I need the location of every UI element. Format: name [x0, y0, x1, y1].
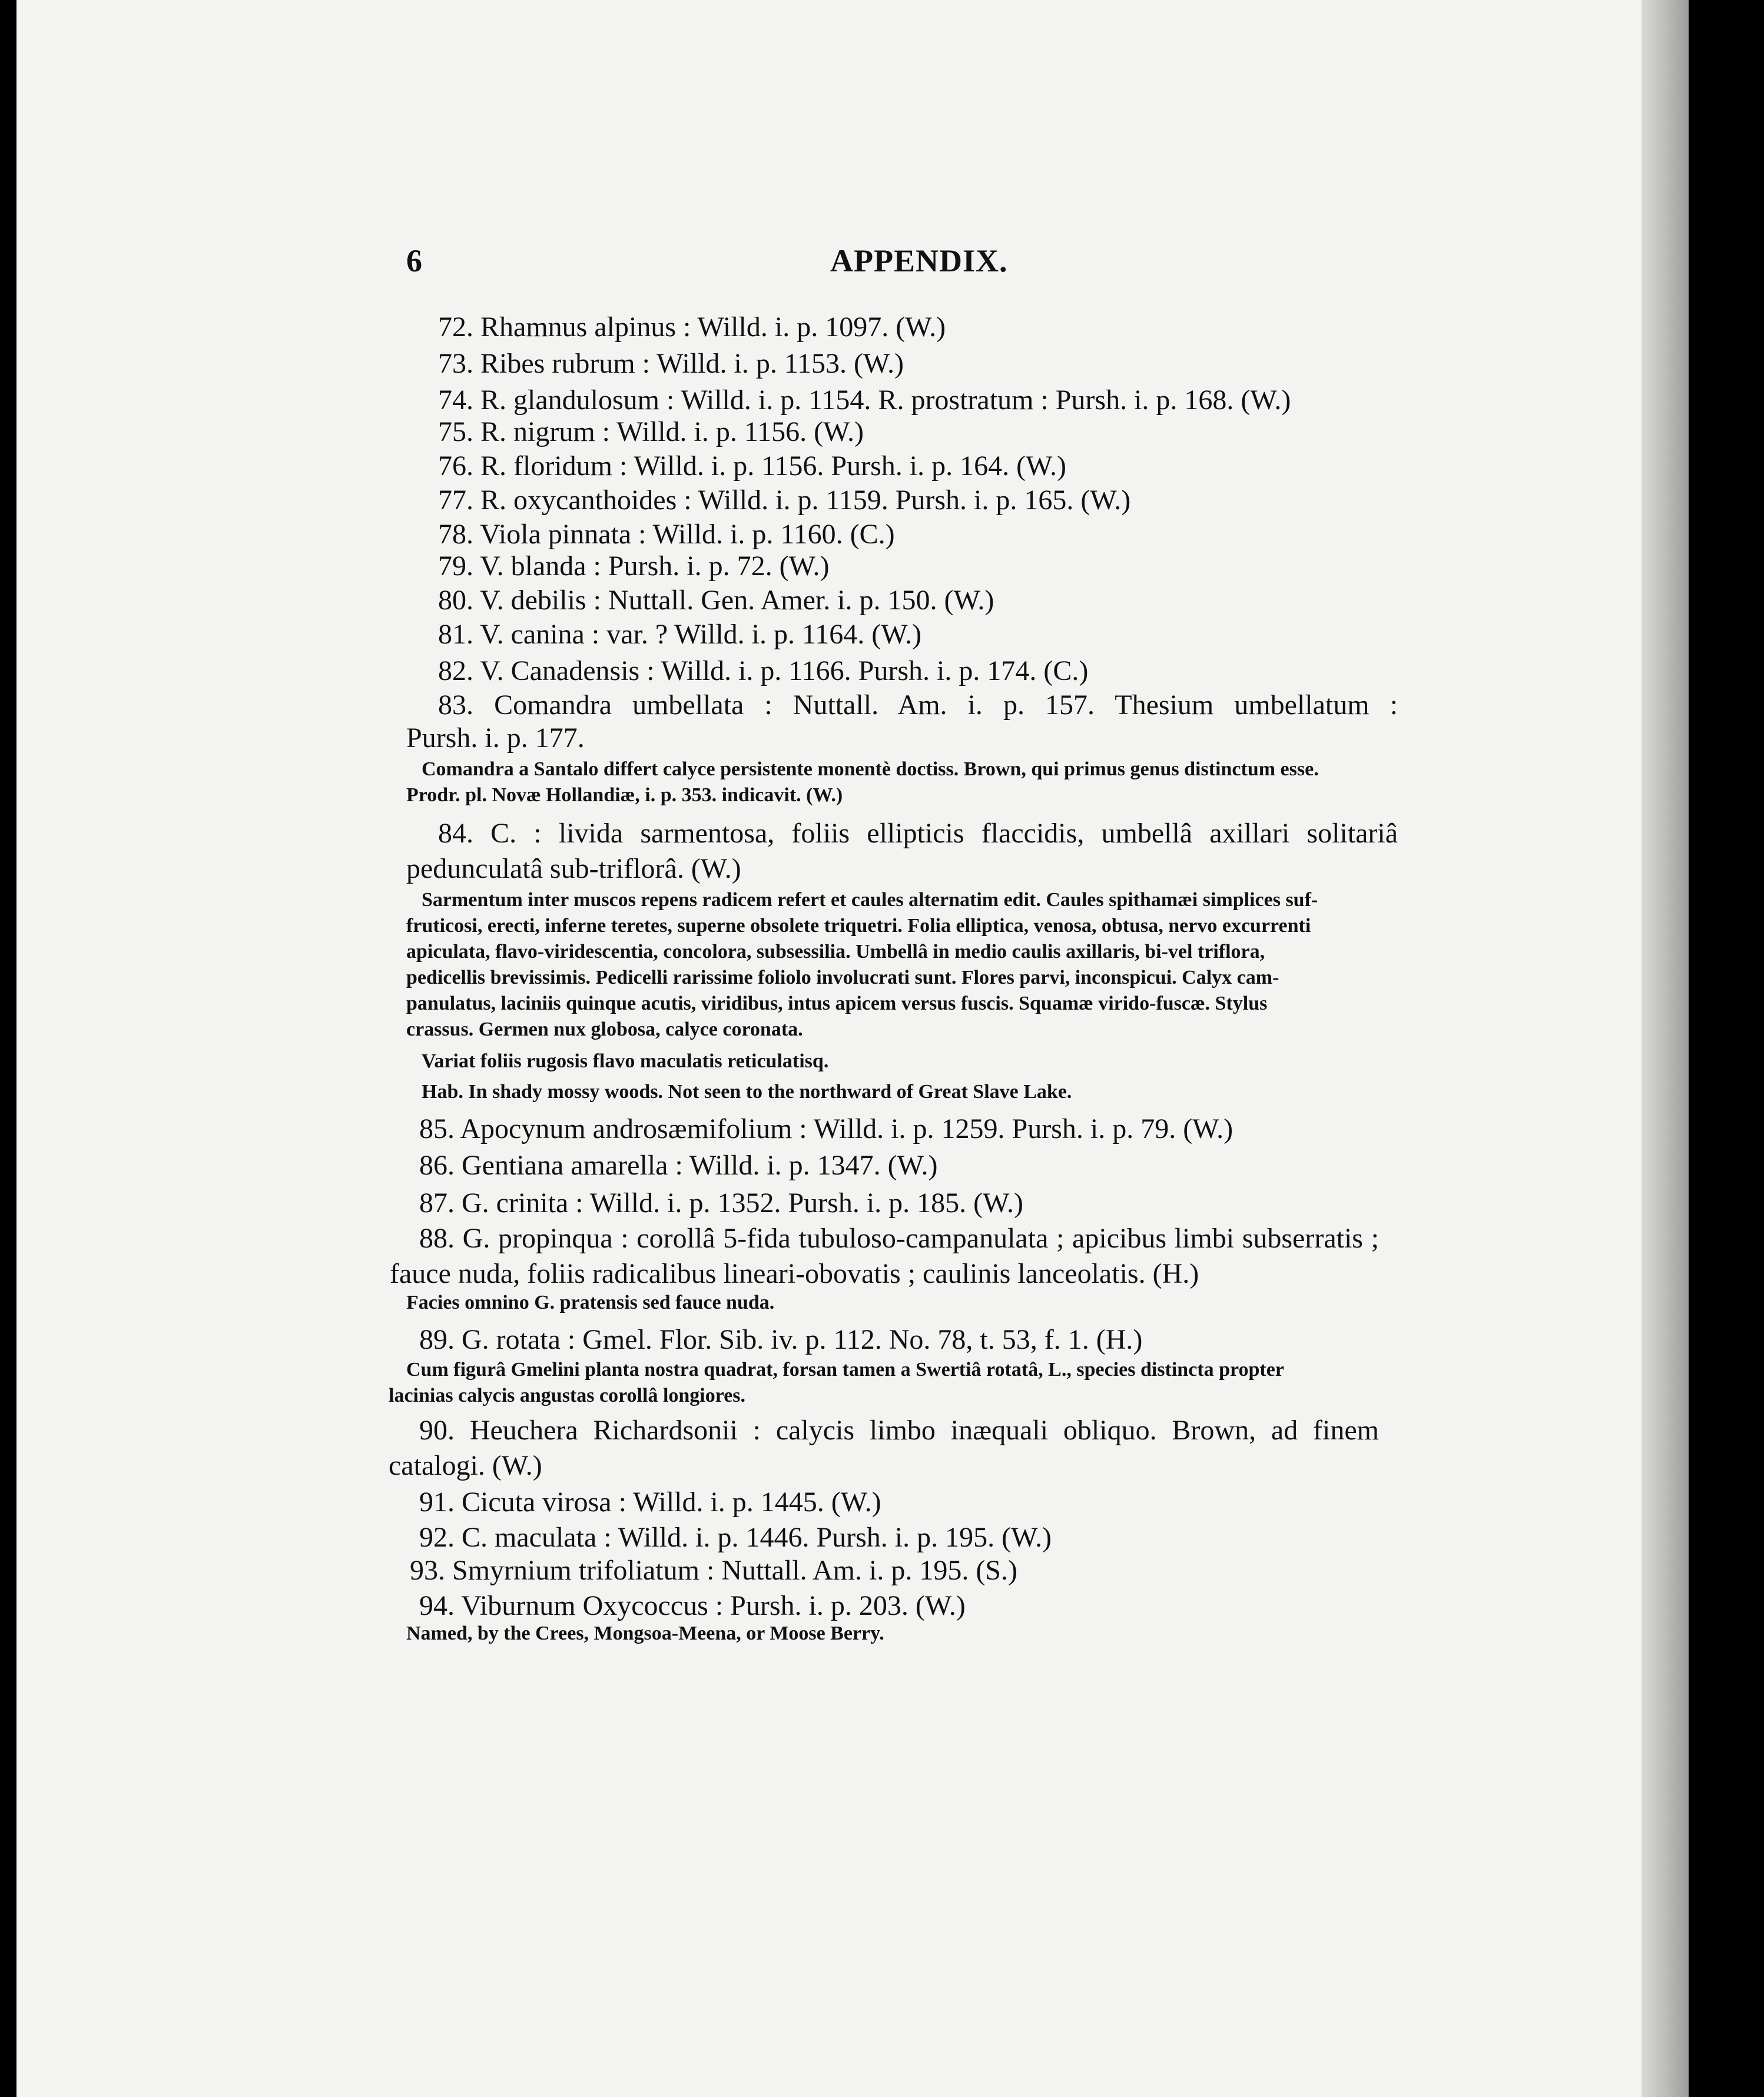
entry-83-cont: Pursh. i. p. 177. — [406, 722, 585, 754]
note-84-3: apiculata, flavo-viridescentia, concolora, subsessilia. Umbellâ in medio caulis axillaris, bi-vel triflora, — [406, 941, 1265, 963]
entry-84-cont: pedunculatâ sub-triflorâ. (W.) — [406, 853, 741, 884]
entry-78: 78. Viola pinnata : Willd. i. p. 1160. (C.) — [438, 519, 895, 550]
entry-94: 94. Viburnum Oxycoccus : Pursh. i. p. 203. (W.) — [419, 1590, 966, 1621]
note-84-6: crassus. Germen nux globosa, calyce coronata. — [406, 1018, 803, 1040]
entry-91: 91. Cicuta virosa : Willd. i. p. 1445. (W.) — [419, 1487, 881, 1518]
entry-87: 87. G. crinita : Willd. i. p. 1352. Pursh. i. p. 185. (W.) — [419, 1187, 1024, 1219]
entry-88-cont: fauce nuda, foliis radicalibus lineari-obovatis ; caulinis lanceolatis. (H.) — [390, 1258, 1199, 1289]
entry-90: 90. Heuchera Richardsonii : calycis limbo inæquali obliquo. Brown, ad finem — [419, 1415, 1379, 1446]
entry-73: 73. Ribes rubrum : Willd. i. p. 1153. (W.) — [438, 348, 904, 379]
note-84-7: Variat foliis rugosis flavo maculatis reticulatisq. — [422, 1050, 829, 1072]
running-head: APPENDIX. — [830, 243, 1008, 278]
note-83-1: Comandra a Santalo differt calyce persistente monentè doctiss. Brown, qui primus genus distinctum esse. — [422, 758, 1319, 780]
entry-79: 79. V. blanda : Pursh. i. p. 72. (W.) — [438, 550, 830, 582]
note-83-2: Prodr. pl. Novæ Hollandiæ, i. p. 353. indicavit. (W.) — [406, 784, 843, 806]
entry-76: 76. R. floridum : Willd. i. p. 1156. Pursh. i. p. 164. (W.) — [438, 450, 1066, 482]
note-84-5: panulatus, laciniis quinque acutis, viridibus, intus apicem versus fuscis. Squamæ virido-fuscæ. Stylus — [406, 993, 1268, 1014]
entry-83: 83. Comandra umbellata : Nuttall. Am. i. p. 157. Thesium umbellatum : — [438, 689, 1398, 721]
entry-92: 92. C. maculata : Willd. i. p. 1446. Pursh. i. p. 195. (W.) — [419, 1522, 1052, 1553]
note-89-1: Cum figurâ Gmelini planta nostra quadrat, forsan tamen a Swertiâ rotatâ, L., species distincta propter — [406, 1359, 1284, 1381]
note-84-hab: Hab. In shady mossy woods. Not seen to the northward of Great Slave Lake. — [422, 1081, 1072, 1103]
entry-90-cont: catalogi. (W.) — [389, 1450, 542, 1481]
entry-88: 88. G. propinqua : corollâ 5-fida tubuloso-campanulata ; apicibus limbi subserratis ; — [419, 1223, 1379, 1254]
entry-75: 75. R. nigrum : Willd. i. p. 1156. (W.) — [438, 416, 864, 447]
entry-82: 82. V. Canadensis : Willd. i. p. 1166. Pursh. i. p. 174. (C.) — [438, 655, 1089, 686]
note-84-4: pedicellis brevissimis. Pedicelli rarissime foliolo involucrati sunt. Flores parvi, inconspicui. Calyx cam- — [406, 967, 1279, 988]
entry-84: 84. C. : livida sarmentosa, foliis ellipticis flaccidis, umbellâ axillari solitariâ — [438, 818, 1398, 849]
entry-81: 81. V. canina : var. ? Willd. i. p. 1164. (W.) — [438, 619, 922, 650]
note-84-2: fruticosi, erecti, inferne teretes, superne obsolete triquetri. Folia elliptica, venosa, obtusa, nervo excurrenti — [406, 915, 1311, 937]
page-number: 6 — [406, 243, 422, 278]
entry-86: 86. Gentiana amarella : Willd. i. p. 1347. (W.) — [419, 1150, 938, 1181]
entry-89: 89. G. rotata : Gmel. Flor. Sib. iv. p. 112. No. 78, t. 53, f. 1. (H.) — [419, 1324, 1143, 1355]
note-88: Facies omnino G. pratensis sed fauce nuda. — [406, 1292, 775, 1313]
entry-93: 93. Smyrnium trifoliatum : Nuttall. Am. i. p. 195. (S.) — [410, 1555, 1017, 1586]
entry-72: 72. Rhamnus alpinus : Willd. i. p. 1097. (W.) — [438, 311, 946, 343]
entry-74: 74. R. glandulosum : Willd. i. p. 1154. R. prostratum : Pursh. i. p. 168. (W.) — [438, 384, 1291, 416]
note-89-2: lacinias calycis angustas corollâ longiores. — [389, 1385, 746, 1406]
note-94: Named, by the Crees, Mongsoa-Meena, or Moose Berry. — [406, 1622, 884, 1644]
note-84-1: Sarmentum inter muscos repens radicem refert et caules alternatim edit. Caules spithamæi simplices suf- — [422, 889, 1318, 911]
entry-80: 80. V. debilis : Nuttall. Gen. Amer. i. p. 150. (W.) — [438, 585, 994, 616]
entry-77: 77. R. oxycanthoides : Willd. i. p. 1159. Pursh. i. p. 165. (W.) — [438, 485, 1131, 516]
entry-85: 85. Apocynum androsæmifolium : Willd. i. p. 1259. Pursh. i. p. 79. (W.) — [419, 1113, 1234, 1144]
